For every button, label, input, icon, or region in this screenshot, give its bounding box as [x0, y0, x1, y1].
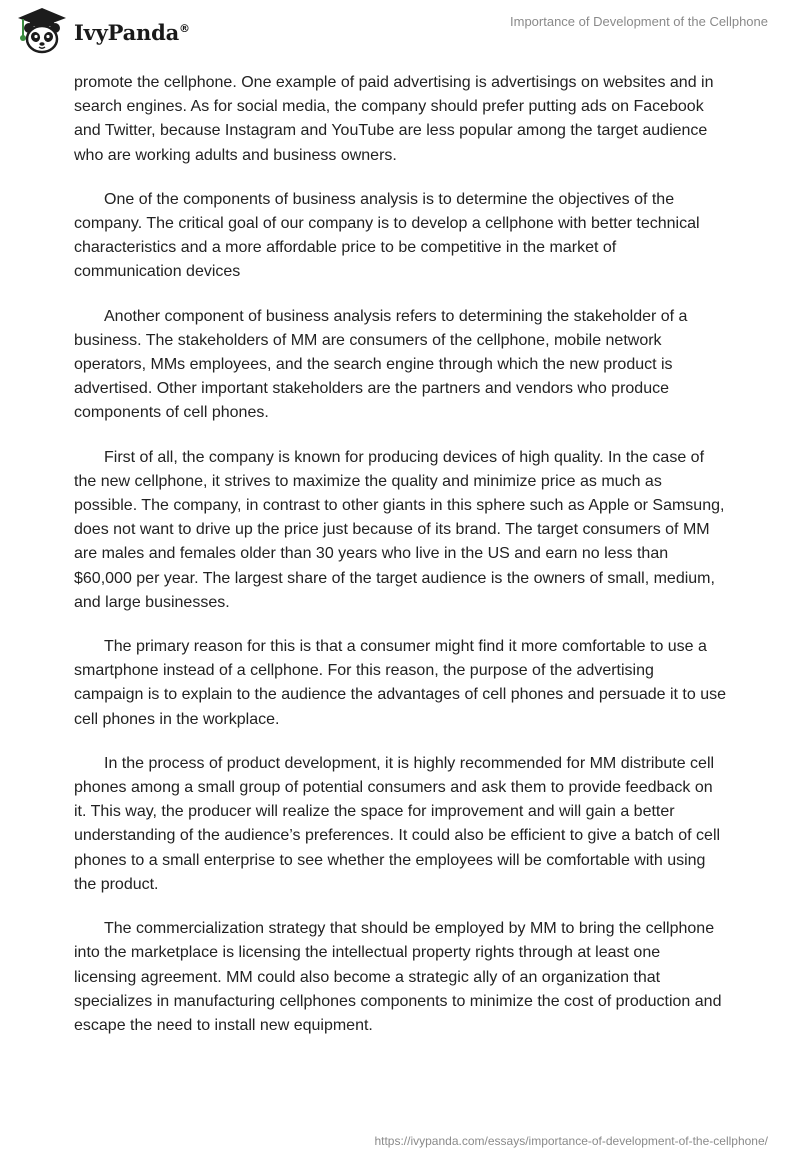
- page-header: [0, 0, 800, 64]
- paragraph: One of the components of business analysis is to determine the objectives of the company. The critical goal of our company is to develop a cellphone with better technical characteristics and a more affordable price to be competitive in the market of communication devices: [74, 190, 700, 281]
- brand-name: IvyPanda®: [74, 19, 190, 45]
- registered-mark: ®: [179, 21, 190, 35]
- paragraph: Another component of business analysis refers to determining the stakeholder of a business. The stakeholders of MM are consumers of the cellphone, mobile network operators, MMs employees, and the search engine through which the new product is advertised. Other important stakeholders are the partners and vendors who produce components of cell phones.: [74, 307, 688, 422]
- paragraph: First of all, the company is known for producing devices of high quality. In the case of the new cellphone, it strives to maximize the quality and minimize price as much as possible. The company, in contrast to other giants in this sphere such as Apple or Samsung, does not want to drive up the price just because of its brand. The target consumers of MM are males and females older than 30 years who live in the US and earn no less than $60,000 per year. The largest share of the target audience is the owners of small, medium, and large businesses.: [74, 448, 725, 611]
- ivypanda-logo[interactable]: [14, 6, 190, 56]
- paragraph: The commercialization strategy that should be employed by MM to bring the cellphone into the marketplace is licensing the intellectual property rights through at least one licensing agreement. MM could also become a strategic ally of an organization that specializes in manufacturing cellphones components to minimize the cost of production and escape the need to install new equipment.: [74, 920, 722, 1034]
- paragraph: promote the cellphone. One example of paid advertising is advertisings on websites and in search engines. As for social media, the company should prefer putting ads on Facebook and Twitter, because Instagram and YouTube are less popular among the target audience who are working adults and business owners.: [74, 74, 714, 164]
- paragraph: In the process of product development, it is highly recommended for MM distribute cell phones among a small group of potential consumers and ask them to provide feedback on it. This way, the producer will realize the space for improvement and will gain a better understanding of the audience’s preferences. It could also be efficient to give a batch of cell phones to a small enterprise to see whether the employees will be comfortable with using the product.: [74, 754, 721, 893]
- essay-body: [74, 71, 726, 1058]
- panda-graduate-icon: [14, 6, 70, 56]
- source-url-link[interactable]: https://ivypanda.com/essays/importance-of-development-of-the-cellphone/: [374, 1134, 768, 1148]
- paragraph: The primary reason for this is that a consumer might find it more comfortable to use a smartphone instead of a cellphone. For this reason, the purpose of the advertising campaign is to explain to the audience the advantages of cell phones and persuade it to use cell phones in the workplace.: [74, 638, 727, 728]
- document-title: Importance of Development of the Cellphone: [510, 14, 768, 29]
